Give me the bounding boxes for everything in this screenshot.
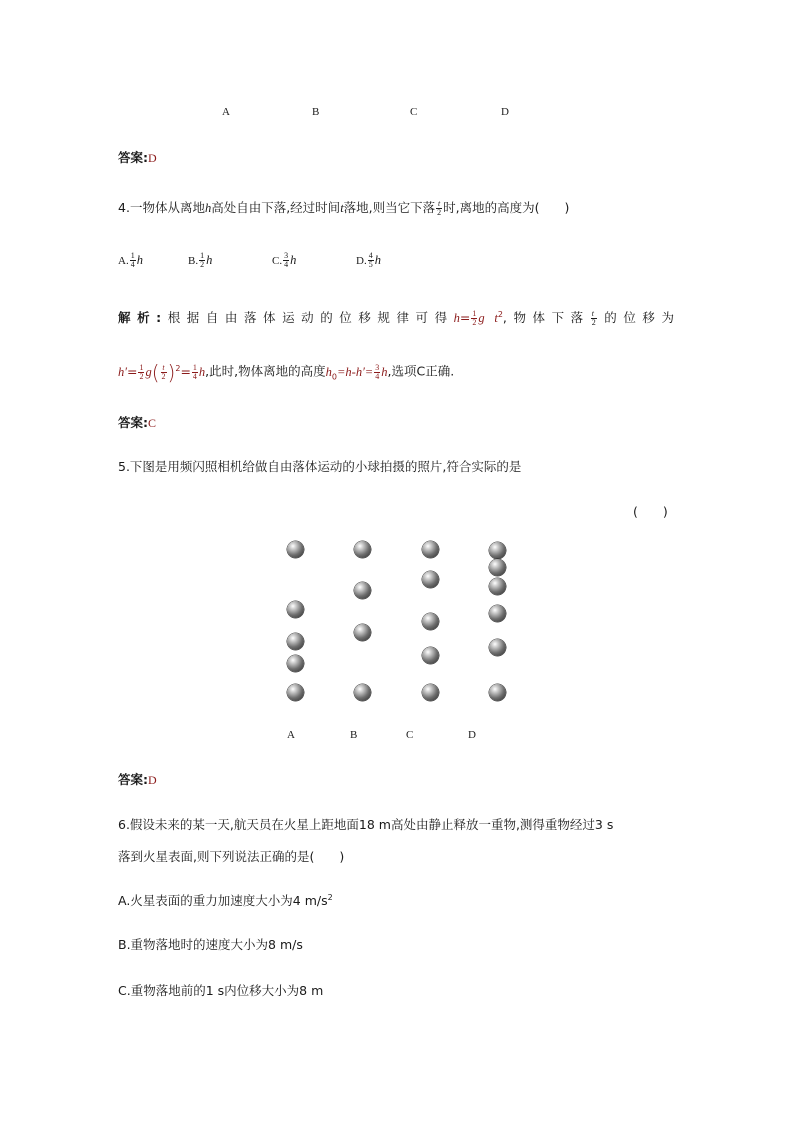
answer-value: D <box>148 773 157 787</box>
figure-label-a: A <box>287 729 295 741</box>
frac-den: 2 <box>591 318 596 327</box>
ball <box>422 571 439 588</box>
formula-h0: h <box>325 364 332 379</box>
frac-num: 3 <box>284 251 289 260</box>
formula-eq: = <box>180 363 191 379</box>
question-6-line-2: 落到火星表面,则下列说法正确的是( ) <box>118 849 345 864</box>
frac-num: t <box>438 199 441 208</box>
formula-h: h <box>198 364 206 379</box>
frac-num: 1 <box>200 251 205 260</box>
question-text: 一物体从离地 <box>129 200 205 215</box>
frac-den: 4 <box>130 260 135 269</box>
ball <box>354 541 371 558</box>
formula-eq: = <box>126 363 138 379</box>
answer-q5 <box>118 770 157 788</box>
formula-h: h <box>453 311 460 325</box>
frac-num: 3 <box>375 362 380 372</box>
option-letter: A. <box>118 255 129 267</box>
ball <box>489 639 506 656</box>
formula-sup: 2 <box>175 363 181 373</box>
prev-option-d-label: D <box>501 106 509 118</box>
answer-value: D <box>148 151 157 165</box>
ball <box>489 542 506 559</box>
frac-den: 5 <box>368 260 373 269</box>
answer-label: 答案: <box>118 150 148 165</box>
solution-text: ,此时,物体离地的高度 <box>205 363 326 379</box>
frac-num: 1 <box>472 309 477 318</box>
frac-den: 2 <box>161 371 166 381</box>
ball <box>422 613 439 630</box>
solution-text: 根据自由落体运动的位移规律可得 <box>161 310 454 325</box>
prev-option-b-label: B <box>312 106 320 118</box>
frac-num: t <box>162 362 165 372</box>
option-sup: 2 <box>327 892 333 902</box>
solution-text: ,选项C正确. <box>387 363 455 379</box>
paren-open: ( <box>151 360 160 384</box>
var-h: h <box>206 253 213 267</box>
var-h: h <box>374 253 381 267</box>
question-5: 5.下图是用频闪照相机给做自由落体运动的小球拍摄的照片,符合实际的是 <box>118 459 522 474</box>
frac-den: 4 <box>284 260 289 269</box>
var-h: h <box>204 201 212 215</box>
ball <box>287 633 304 650</box>
ball <box>354 582 371 599</box>
var-h: h <box>136 253 143 267</box>
answer-value: C <box>148 416 157 430</box>
ball <box>354 624 371 641</box>
var-h: h <box>290 253 297 267</box>
ball <box>287 684 304 701</box>
frac-num: 1 <box>192 362 197 372</box>
solution-label: 解析: <box>118 310 162 325</box>
frac-den: 4 <box>192 371 197 381</box>
ball <box>287 601 304 618</box>
ball <box>489 684 506 701</box>
figure-label-b: B <box>350 729 358 741</box>
q6-option-a[interactable] <box>118 891 333 909</box>
question-text: 高处自由下落,经过时间 <box>211 200 341 215</box>
option-letter: B. <box>188 255 199 267</box>
formula-expr: =h-h′= <box>336 364 374 379</box>
frac-den: 2 <box>139 371 144 381</box>
option-letter: D. <box>356 255 367 267</box>
ball <box>489 559 506 576</box>
ball <box>287 541 304 558</box>
answer-label: 答案: <box>118 415 148 430</box>
formula-sup: 2 <box>497 309 503 319</box>
answer-label: 答案: <box>118 772 148 787</box>
formula-gt: g t <box>478 311 498 325</box>
question-text: 时,离地的高度为( ) <box>443 200 570 215</box>
answer-blank-paren: ( ) <box>633 504 668 519</box>
frac-den: 2 <box>437 208 442 217</box>
ball <box>354 684 371 701</box>
formula-h: h <box>381 364 388 379</box>
var-t: t <box>340 201 344 215</box>
formula-g: g <box>145 364 152 379</box>
solution-text: 的位移为 <box>597 310 674 325</box>
ball <box>422 541 439 558</box>
figure-label-c: C <box>406 729 414 741</box>
option-letter: C. <box>272 255 283 267</box>
ball <box>489 605 506 622</box>
ball <box>422 684 439 701</box>
frac-num: 4 <box>368 251 373 260</box>
frac-num: t <box>591 310 597 319</box>
formula-eq: = <box>459 310 471 325</box>
ball <box>422 647 439 664</box>
question-number: 4. <box>118 200 130 215</box>
option-text: A.火星表面的重力加速度大小为4 m/s <box>118 893 328 908</box>
paren-close: ) <box>167 360 176 384</box>
ball <box>489 578 506 595</box>
figure-label-d: D <box>468 729 476 741</box>
solution-text: ,物体下落 <box>502 310 590 325</box>
formula-hprime: h′ <box>118 364 127 379</box>
formula-sub: 0 <box>331 372 337 381</box>
frac-den: 4 <box>375 371 380 381</box>
q6-option-b[interactable]: B.重物落地时的速度大小为8 m/s <box>118 937 303 952</box>
frac-den: 2 <box>200 260 205 269</box>
ball <box>287 655 304 672</box>
frac-num: 1 <box>139 362 144 372</box>
q6-option-c[interactable]: C.重物落地前的1 s内位移大小为8 m <box>118 983 324 998</box>
question-text: 落地,则当它下落 <box>343 200 436 215</box>
question-6-line-1: 6.假设未来的某一天,航天员在火星上距地面18 m高处由静止释放一重物,测得重物经过3 s <box>118 817 614 832</box>
frac-num: 1 <box>130 251 135 260</box>
prev-option-c-label: C <box>410 106 418 118</box>
frac-den: 2 <box>472 318 477 327</box>
prev-option-a-label: A <box>222 106 230 118</box>
